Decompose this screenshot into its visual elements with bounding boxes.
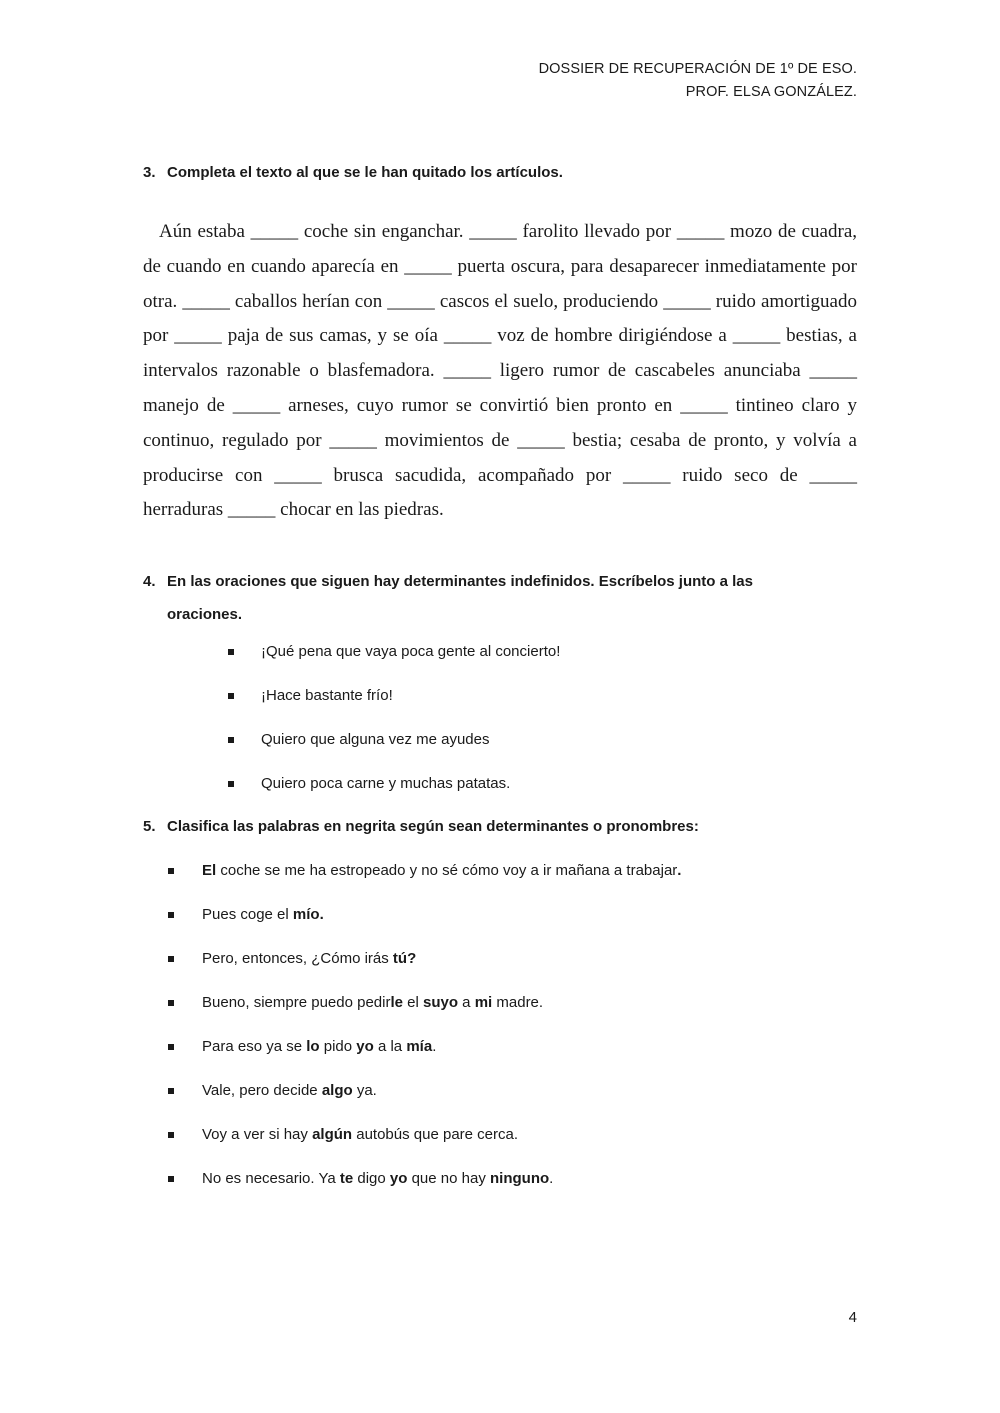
sentence-text [202,992,543,1014]
sentence-text [202,1080,377,1102]
square-bullet-icon [168,868,174,874]
sentence-segment: a [458,994,475,1011]
bold-word: tú? [392,950,417,967]
question-4-text-line1: En las oraciones que siguen hay determinantes indefinidos. Escríbelos junto a las [167,573,753,590]
sentence-text: ¡Hace bastante frío! [261,687,393,704]
square-bullet-icon [228,737,234,743]
sentence-segment: Pero, entonces, ¿Cómo irás [202,950,393,967]
square-bullet-icon [168,1000,174,1006]
question-5-number: 5. [143,818,156,835]
sentence-text [202,860,681,882]
bold-word: mi [474,994,493,1011]
header-author: PROF. ELSA GONZÁLEZ. [685,84,857,100]
sentence-text [202,1168,553,1190]
square-bullet-icon [228,693,234,699]
sentence-text [202,948,416,970]
square-bullet-icon [228,781,234,787]
sentence-segment: digo [353,1170,390,1187]
sentence-segment: madre. [492,994,544,1011]
question-3-text: Completa el texto al que se le han quitado los artículos. [167,164,563,181]
bold-word: yo [389,1170,408,1187]
sentence-segment: Para eso ya se [202,1038,307,1055]
sentence-segment: a la [373,1038,407,1055]
page-header [539,58,857,104]
sentence-segment: que no hay [407,1170,490,1187]
square-bullet-icon [168,956,174,962]
bold-word: El [202,862,217,879]
question-4-text-line2: oraciones. [167,606,243,623]
bold-word: ninguno [490,1170,550,1187]
sentence-segment: . [432,1038,437,1055]
sentence-text [202,1124,518,1146]
square-bullet-icon [168,1088,174,1094]
question-3-title [143,164,563,181]
bold-word: mío. [292,906,324,923]
square-bullet-icon [168,1132,174,1138]
bold-word: te [339,1170,354,1187]
question-4-title [143,565,823,631]
sentence-segment: pido [319,1038,357,1055]
bold-word: le [390,994,403,1011]
sentence-segment: . [549,1170,554,1187]
bold-word: . [677,862,682,879]
sentence-segment: el [402,994,423,1011]
sentence-segment: Voy a ver si hay [202,1126,313,1143]
sentence-segment: autobús que pare cerca. [352,1126,519,1143]
sentence-segment: coche se me ha estropeado y no sé cómo voy a ir mañana a trabajar [216,862,678,879]
sentence-text: Quiero poca carne y muchas patatas. [261,775,511,792]
sentence-segment: ya. [352,1082,377,1099]
sentence-segment: Pues coge el [202,906,293,923]
bold-word: algún [312,1126,353,1143]
sentence-segment: No es necesario. Ya [202,1170,340,1187]
page-number: 4 [848,1309,857,1326]
question-5-title [143,818,699,835]
bold-word: mía [406,1038,433,1055]
sentence-text [202,904,324,926]
question-5-text: Clasifica las palabras en negrita según sean determinantes o pronombres: [167,818,699,835]
square-bullet-icon [168,1044,174,1050]
header-title: DOSSIER DE RECUPERACIÓN DE 1º DE ESO. [538,61,857,77]
sentence-text [202,1036,436,1058]
bold-word: suyo [423,994,459,1011]
square-bullet-icon [168,912,174,918]
bold-word: lo [306,1038,320,1055]
question-3-number: 3. [143,164,156,181]
bold-word: yo [356,1038,374,1055]
square-bullet-icon [168,1176,174,1182]
bold-word: algo [321,1082,353,1099]
sentence-text: ¡Qué pena que vaya poca gente al concierto! [261,643,561,660]
fill-in-passage: Aún estaba _____ coche sin enganchar. _____ farolito llevado por _____ mozo de cuadra, de cuando en cuando aparecía en _____ puerta oscura, para desaparecer inmediatamente por otra. _____ caballos herían con _____ cascos el suelo, produciendo _____ ruido amortiguado por _____ paja de sus camas, y se oía _____ voz de hombre dirigiéndose a _____ bestias, a intervalos razonable o blasfemadora. _____ ligero rumor de cascabeles anunciaba _____ manejo de _____ arneses, cuyo rumor se convirtió bien pronto en _____ tintineo claro y continuo, regulado por _____ movimientos de _____ bestia; cesaba de pronto, y volvía a producirse con _____ brusca sacudida, acompañado por _____ ruido seco de _____ herraduras _____ chocar en las piedras. [143,221,857,521]
question-4-number: 4. [143,573,156,590]
sentence-text: Quiero que alguna vez me ayudes [261,731,490,748]
square-bullet-icon [228,649,234,655]
sentence-segment: Bueno, siempre puedo pedir [202,994,391,1011]
sentence-segment: Vale, pero decide [202,1082,322,1099]
